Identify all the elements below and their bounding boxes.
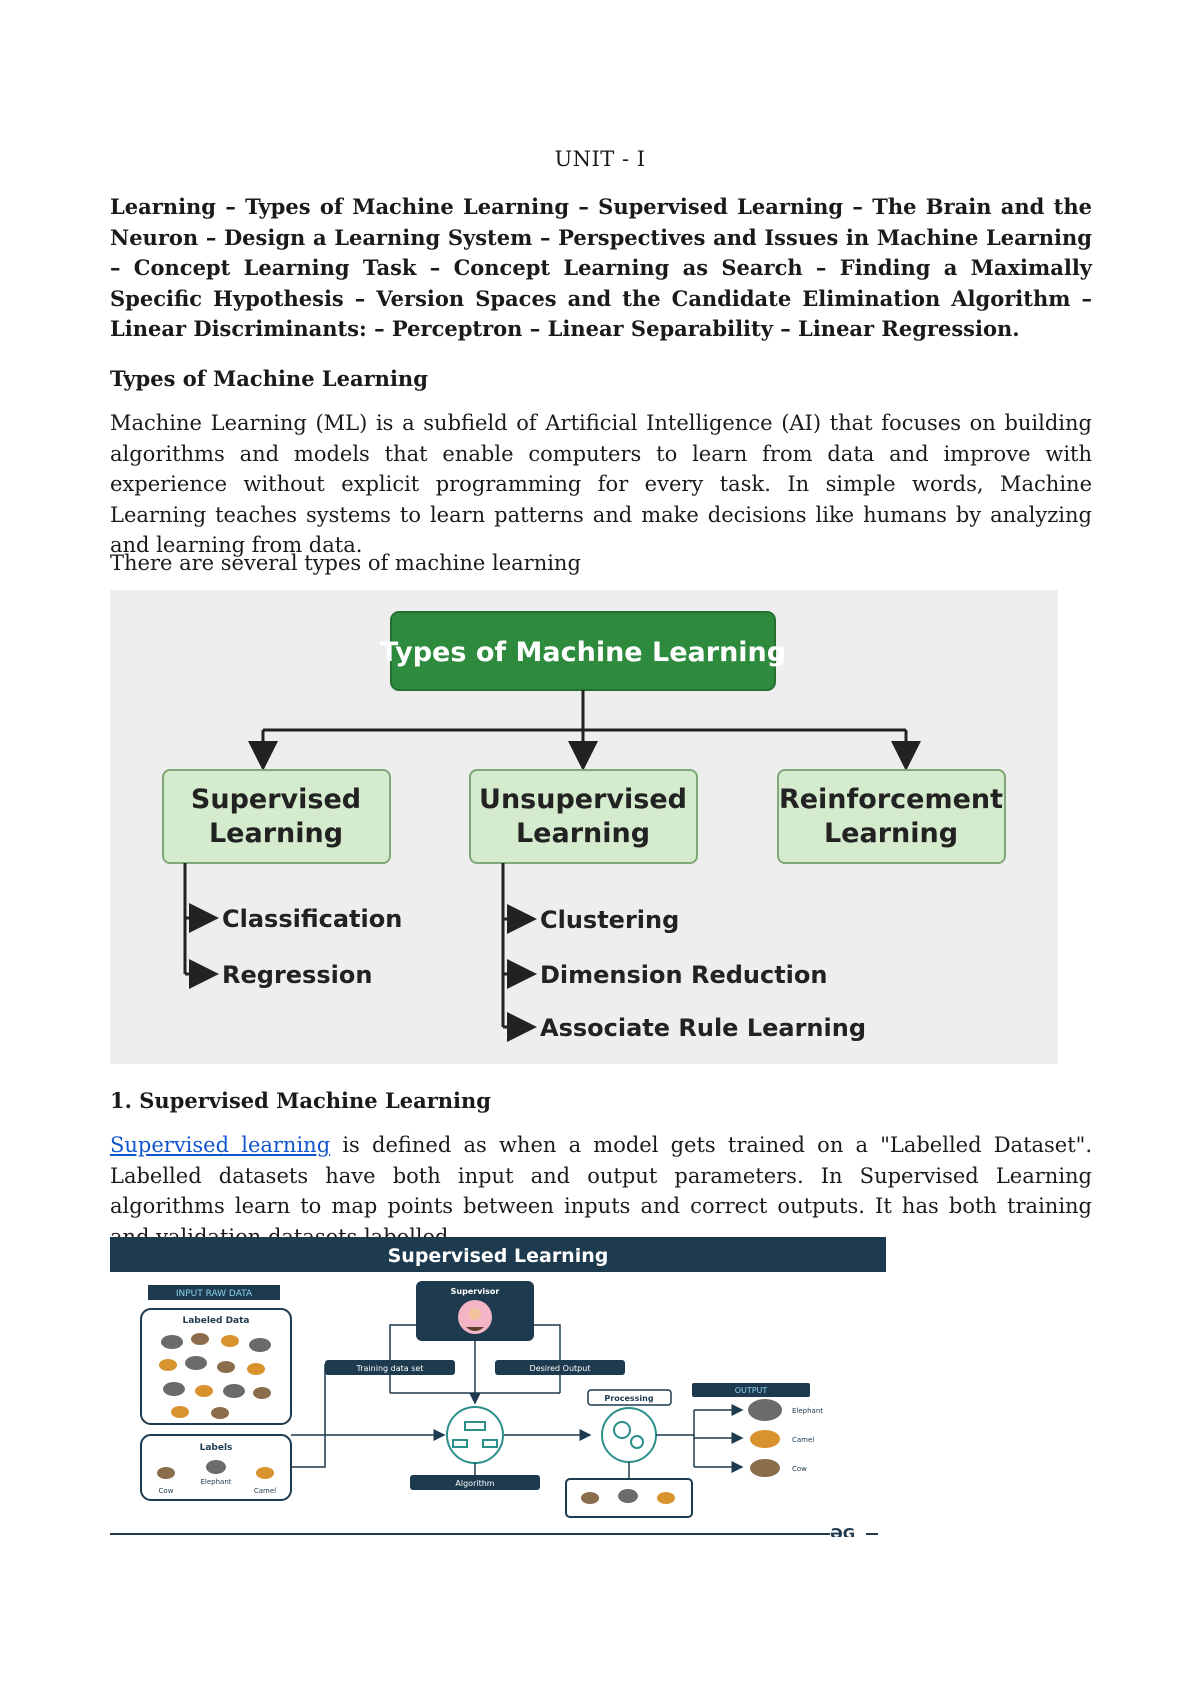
- child-regression: Regression: [222, 961, 373, 989]
- label-elephant: Elephant: [200, 1478, 232, 1486]
- output-camel-icon: [750, 1430, 780, 1448]
- unit-title: UNIT - I: [554, 147, 646, 171]
- algorithm-node: [447, 1407, 503, 1463]
- supervised-heading: 1. Supervised Machine Learning: [110, 1088, 491, 1113]
- reinforcement-label-1: Reinforcement: [778, 784, 1004, 815]
- output-elephant-label: Elephant: [792, 1407, 824, 1415]
- output-cow-label: Cow: [792, 1465, 807, 1473]
- output-label: OUTPUT: [734, 1386, 768, 1395]
- test-elephant-icon: [618, 1489, 638, 1503]
- supervised-paragraph: [110, 1130, 1092, 1252]
- label-camel: Camel: [253, 1487, 277, 1495]
- camel-icon: [256, 1467, 274, 1479]
- root-label: Types of Machine Learning: [379, 637, 787, 668]
- supervised-paragraph-text: is defined as when a model gets trained on a "Labelled Dataset". Labelled datasets have both input and output parameters. In Supervised Learning algorithms learn to map points between inputs and correct outputs. It has both training: [110, 1133, 1093, 1218]
- supervisor-right-connector: [534, 1325, 560, 1360]
- supervised-label-2: Learning: [208, 818, 344, 849]
- sl-title: Supervised Learning: [387, 1245, 609, 1267]
- unsupervised-label-1: Unsupervised: [479, 784, 687, 815]
- reinforcement-label-2: Learning: [823, 818, 959, 849]
- types-heading: Types of Machine Learning: [110, 366, 428, 391]
- elephant-icon: [206, 1460, 226, 1474]
- output-cow-icon: [750, 1459, 780, 1477]
- output-elephant-icon: [748, 1399, 782, 1421]
- topics-list: Learning – Types of Machine Learning – Supervised Learning – The Brain and the Neuron – Design a Learning System – Perspectives and Issues in Machine Learning – Concept Learning Task – Concept Learning as Search – Finding a Maximally Specific Hypothesis – Version Spaces and the Candidate Elimination Algorithm – Linear Discriminants: – Perceptron – Linear Separability – Linear Regression.: [110, 194, 1092, 341]
- gfg-logo: ƏG: [830, 1525, 856, 1537]
- labels-label: Labels: [199, 1443, 233, 1453]
- processing-label: Processing: [604, 1394, 654, 1403]
- types-diagram: [110, 590, 1058, 1064]
- supervised-learning-link[interactable]: Supervised learning: [110, 1133, 331, 1157]
- child-associate-rule: Associate Rule Learning: [540, 1014, 866, 1042]
- test-cow-icon: [581, 1492, 599, 1504]
- output-camel-label: Camel: [792, 1436, 815, 1444]
- cow-icon: [157, 1467, 175, 1479]
- algorithm-label: Algorithm: [455, 1479, 495, 1488]
- unsupervised-label-2: Learning: [515, 818, 651, 849]
- child-dimension-reduction: Dimension Reduction: [540, 961, 828, 989]
- supervisor-label: Supervisor: [450, 1287, 500, 1296]
- supervised-diagram-svg: [110, 1237, 886, 1537]
- ml-intro-paragraph: Machine Learning (ML) is a subfield of Artificial Intelligence (AI) that focuses on building algorithms and models that enable computers to learn from data and improve with experience without explicit programming for every task. In simple words, Machine Learning teaches systems to learn patterns and make decisions like humans by analyzing and learning from data.: [110, 411, 1092, 557]
- supervisor-left-connector: [390, 1325, 416, 1360]
- labeled-data-label: Labeled Data: [182, 1316, 250, 1326]
- test-camel-icon: [657, 1492, 675, 1504]
- types-diagram-svg: [110, 590, 1058, 1064]
- supervised-diagram: [110, 1237, 886, 1537]
- child-clustering: Clustering: [540, 906, 680, 934]
- desired-output-label: Desired Output: [529, 1364, 591, 1373]
- supervised-label-1: Supervised: [190, 784, 362, 815]
- types-intro-sentence: There are several types of machine learning: [110, 551, 581, 575]
- child-classification: Classification: [222, 905, 403, 933]
- input-raw-data-label: INPUT RAW DATA: [175, 1289, 253, 1299]
- label-cow: Cow: [158, 1487, 174, 1495]
- training-data-set-label: Training data set: [356, 1364, 424, 1373]
